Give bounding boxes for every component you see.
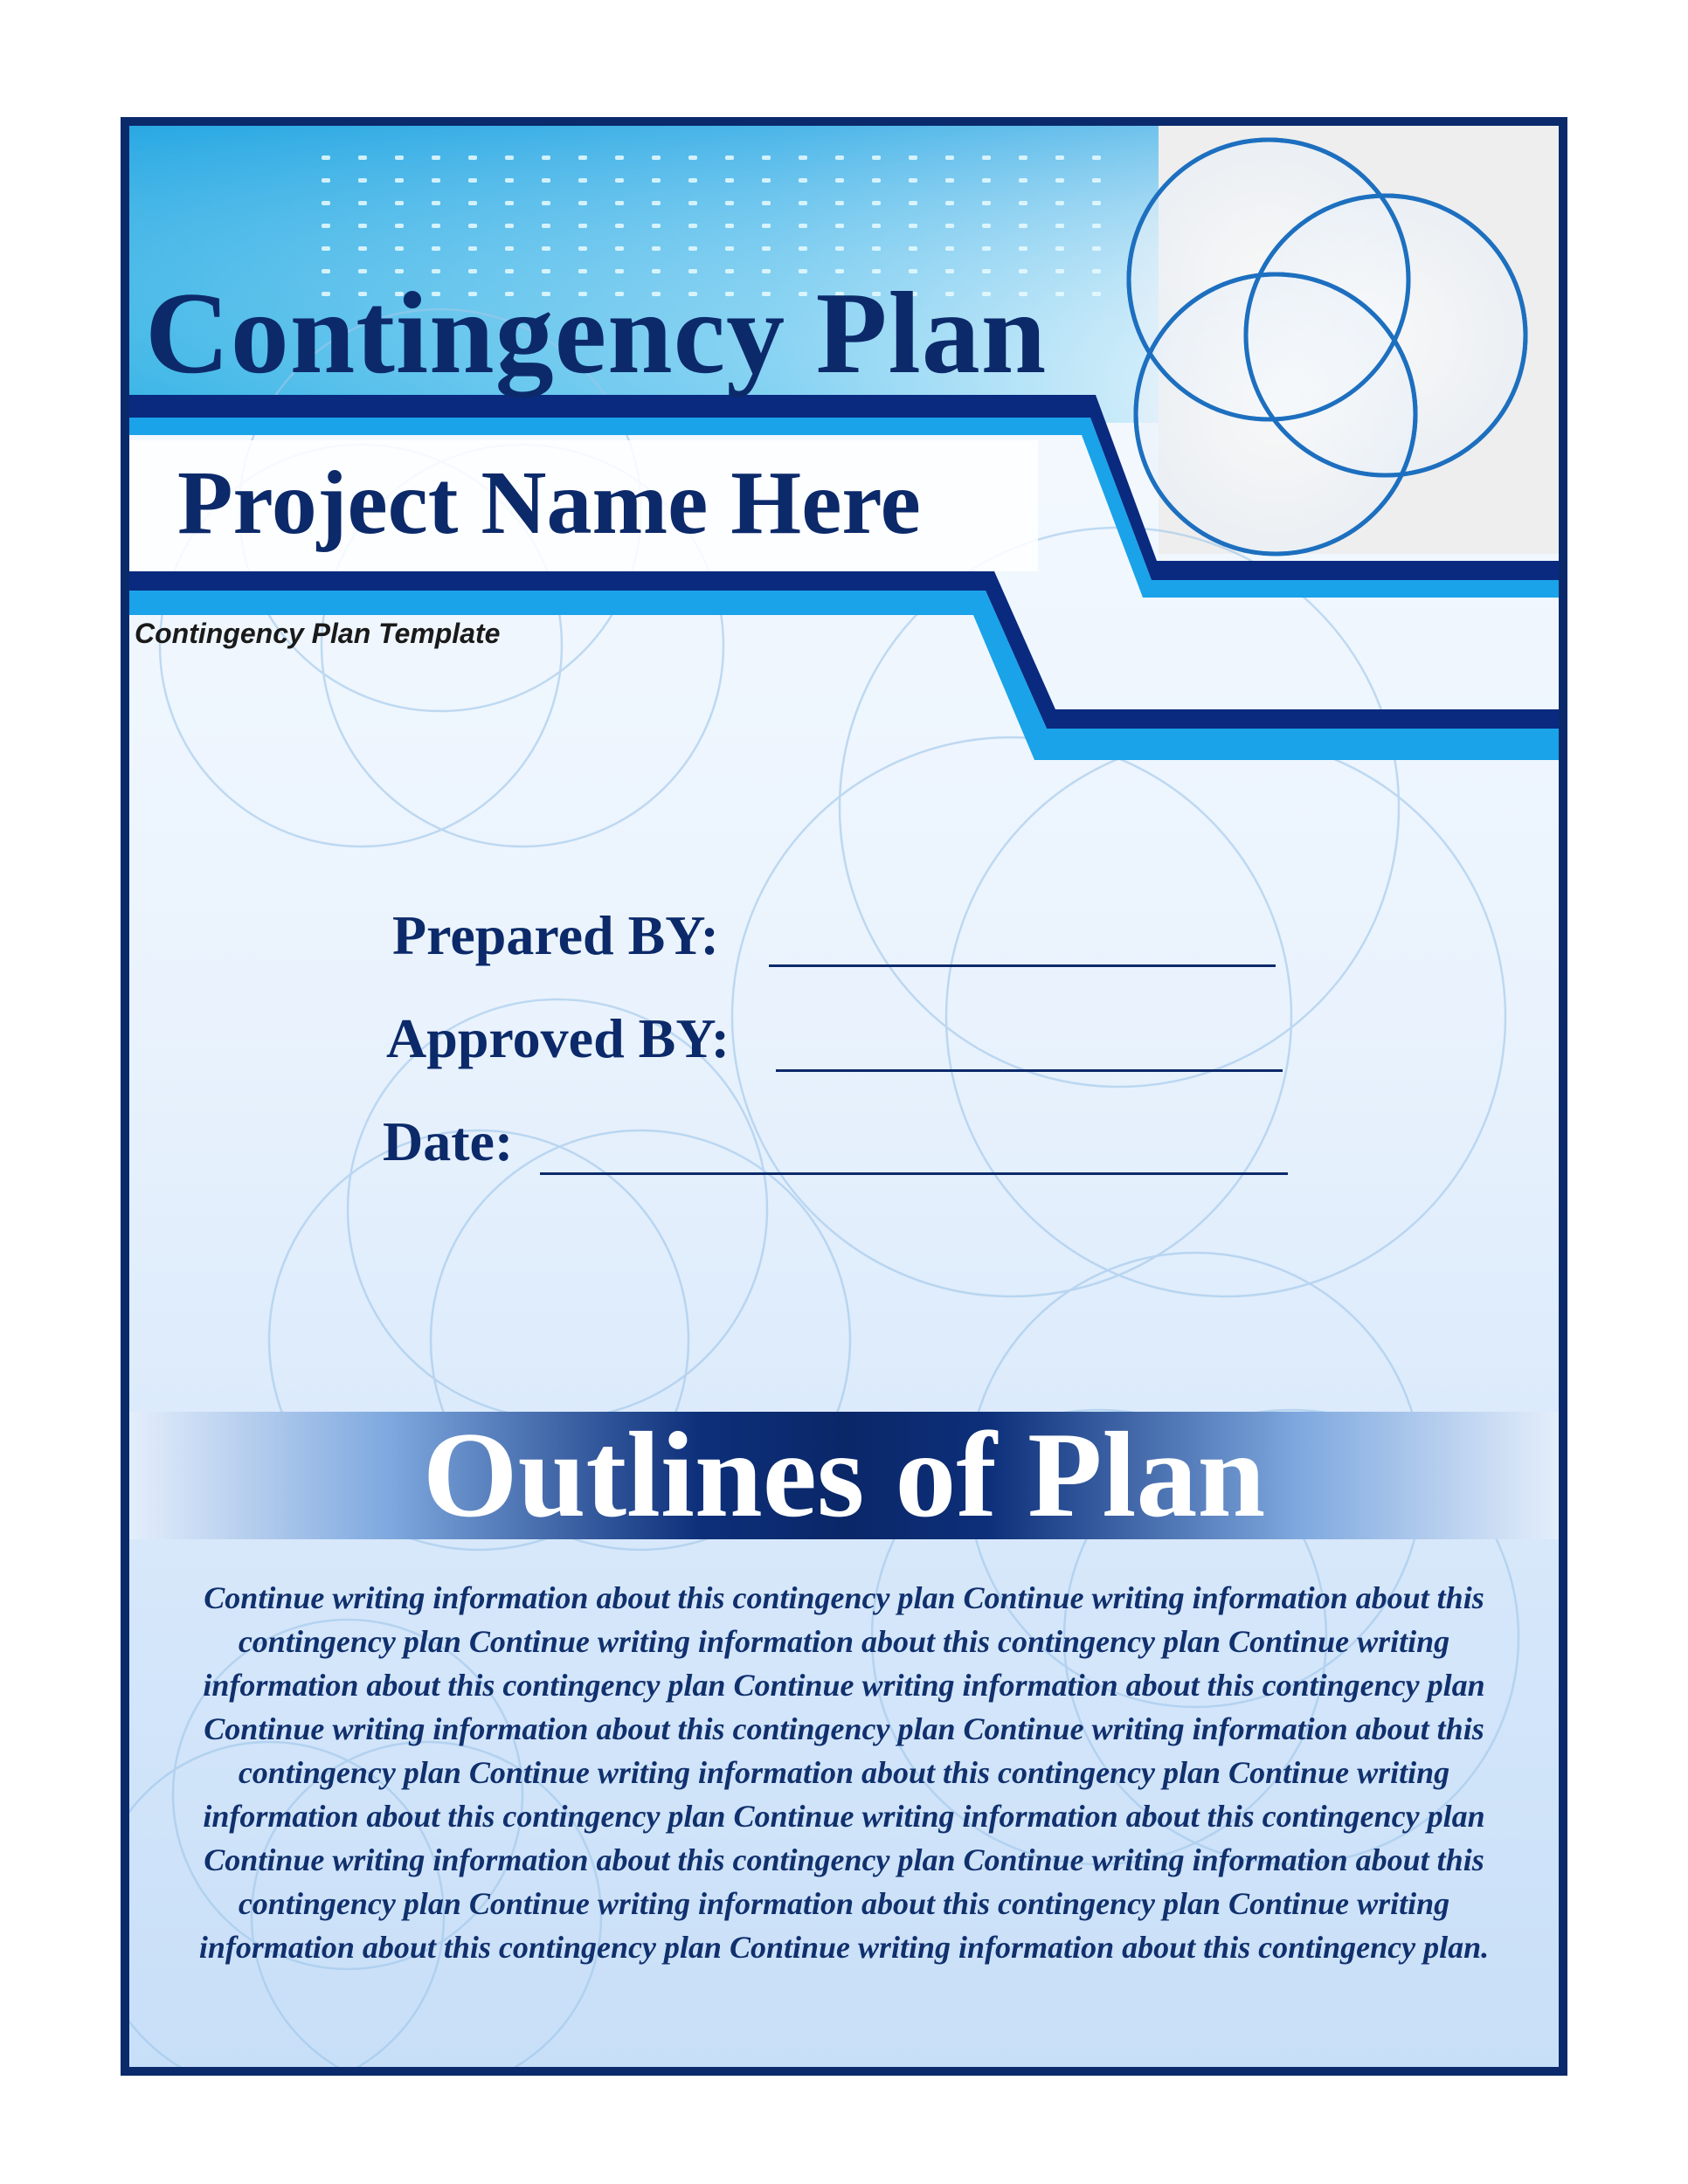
- header-dot: [505, 201, 514, 205]
- header-dot: [725, 246, 734, 251]
- header-dot: [799, 224, 807, 228]
- header-dot: [909, 178, 917, 183]
- header-dot: [395, 224, 404, 228]
- header-dot: [505, 224, 514, 228]
- header-dot: [762, 178, 771, 183]
- header-dot: [688, 246, 697, 251]
- approved-by-line: [776, 1069, 1283, 1072]
- header-dot: [615, 224, 624, 228]
- header-dot: [542, 246, 550, 251]
- header-dot: [945, 178, 954, 183]
- approved-by-label: Approved BY:: [386, 1007, 730, 1069]
- header-dot: [358, 178, 367, 183]
- section-heading: Outlines of Plan: [422, 1407, 1266, 1543]
- header-dot: [322, 178, 330, 183]
- header-dot: [505, 156, 514, 160]
- lower-stripe-light: [129, 591, 1559, 760]
- header-dot: [945, 246, 954, 251]
- header-dot: [432, 224, 440, 228]
- header-dot: [358, 201, 367, 205]
- header-dot: [615, 178, 624, 183]
- header-dot: [945, 201, 954, 205]
- header-dot: [322, 201, 330, 205]
- date-label: Date:: [383, 1110, 514, 1172]
- prepared-by-line: [769, 964, 1276, 967]
- header-dot: [1092, 269, 1101, 273]
- header-dot: [982, 224, 991, 228]
- header-dot: [615, 156, 624, 160]
- header-dot: [1019, 246, 1027, 251]
- header-dot: [688, 178, 697, 183]
- header-dot: [322, 224, 330, 228]
- header-dot: [1019, 178, 1027, 183]
- header-dot: [432, 246, 440, 251]
- header-dot: [872, 178, 881, 183]
- header-dot: [322, 156, 330, 160]
- header-dot: [578, 246, 587, 251]
- header-dot: [872, 201, 881, 205]
- header-dot: [799, 178, 807, 183]
- header-dot: [395, 156, 404, 160]
- header-dot: [945, 156, 954, 160]
- header-dot: [542, 224, 550, 228]
- header-dot: [835, 246, 844, 251]
- header-dot: [652, 178, 661, 183]
- header-dot: [468, 246, 477, 251]
- header-dot: [505, 246, 514, 251]
- header-dot: [725, 201, 734, 205]
- header-dot: [762, 246, 771, 251]
- header-dot: [835, 201, 844, 205]
- header-dot: [688, 156, 697, 160]
- header-dot: [1055, 224, 1064, 228]
- header-dot: [762, 224, 771, 228]
- header-dot: [799, 201, 807, 205]
- header-dot: [872, 156, 881, 160]
- header-dot: [1092, 246, 1101, 251]
- header-dot: [468, 178, 477, 183]
- header-dot: [799, 156, 807, 160]
- header-dot: [615, 246, 624, 251]
- header-dot: [578, 178, 587, 183]
- header-dot: [835, 156, 844, 160]
- header-dot: [835, 178, 844, 183]
- header-dot: [982, 201, 991, 205]
- header-dot: [909, 156, 917, 160]
- header-dot: [725, 224, 734, 228]
- header-dot: [1092, 156, 1101, 160]
- header-dot: [1055, 201, 1064, 205]
- header-dot: [872, 246, 881, 251]
- header-dot: [1092, 201, 1101, 205]
- header-dot: [578, 224, 587, 228]
- header-dot: [615, 201, 624, 205]
- header-dot: [652, 201, 661, 205]
- header-dot: [395, 201, 404, 205]
- header-dot: [578, 201, 587, 205]
- header-dot: [1055, 292, 1064, 296]
- header-dot: [982, 156, 991, 160]
- document-page: [121, 117, 1567, 2076]
- header-dot: [652, 224, 661, 228]
- header-dot: [542, 156, 550, 160]
- header-dot: [432, 178, 440, 183]
- header-dot: [1019, 201, 1027, 205]
- header-dot: [358, 224, 367, 228]
- header-dot: [542, 178, 550, 183]
- date-line: [540, 1172, 1288, 1175]
- prepared-by-label: Prepared BY:: [392, 904, 719, 966]
- header-dot: [1019, 156, 1027, 160]
- header-dot: [395, 178, 404, 183]
- header-dot: [1092, 178, 1101, 183]
- header-dot: [432, 156, 440, 160]
- header-dot: [505, 178, 514, 183]
- header-dot: [799, 246, 807, 251]
- header-dot: [909, 224, 917, 228]
- header-dot: [982, 178, 991, 183]
- header-dot: [1055, 246, 1064, 251]
- header-dot: [322, 246, 330, 251]
- header-dot: [835, 224, 844, 228]
- body-paragraph: Continue writing information about this contingency plan Continue writing information about this contingency plan Continue writing information about this contingency plan Continue writing information about this contingency plan Continue writing information about this contingency plan Continue writing information about this contingency plan Continue writing information about this contingency plan Continue writing information about this contingency plan Continue writing information about this contingency plan Continue writing information about this contingency plan Continue writing information about this contingency plan Continue writing information about this contingency plan Continue writing information about this contingency plan Continue writing information about this contingency plan Continue writing information about this contingency plan.: [198, 1580, 1490, 1965]
- header-dot: [432, 201, 440, 205]
- header-dot: [652, 246, 661, 251]
- header-dot: [909, 201, 917, 205]
- header-dot: [542, 201, 550, 205]
- header-dot: [652, 156, 661, 160]
- document-subtitle: Contingency Plan Template: [135, 618, 501, 649]
- header-dot: [1055, 156, 1064, 160]
- header-dot: [1055, 178, 1064, 183]
- header-dot: [945, 224, 954, 228]
- header-dot: [395, 246, 404, 251]
- header-dot: [762, 156, 771, 160]
- header-dot: [578, 156, 587, 160]
- header-dot: [1092, 224, 1101, 228]
- header-dot: [468, 201, 477, 205]
- header-dot: [358, 246, 367, 251]
- header-dot: [358, 156, 367, 160]
- header-dot: [762, 201, 771, 205]
- header-dot: [1019, 224, 1027, 228]
- header-dot: [1092, 292, 1101, 296]
- header-dot: [688, 201, 697, 205]
- header-dot: [688, 224, 697, 228]
- document-title: Contingency Plan: [145, 268, 1048, 397]
- header-dot: [725, 178, 734, 183]
- header-dot: [872, 224, 881, 228]
- header-dot: [982, 246, 991, 251]
- header-dot: [725, 156, 734, 160]
- project-name: Project Name Here: [177, 453, 921, 553]
- header-dot: [909, 246, 917, 251]
- header-dot: [468, 156, 477, 160]
- header-dot: [468, 224, 477, 228]
- header-dot: [1055, 269, 1064, 273]
